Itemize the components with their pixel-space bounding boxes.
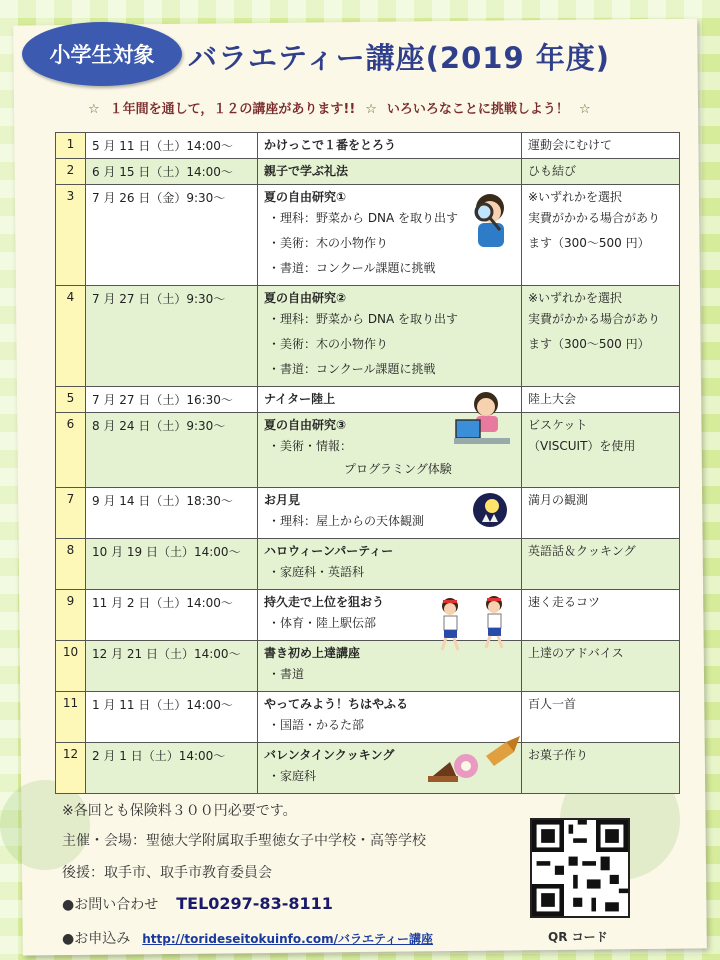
row-note: [522, 641, 680, 692]
table-row: [56, 286, 680, 387]
topic-detail: ・美術・情報：: [268, 439, 353, 453]
topic-detail: ・国語・かるた部: [268, 718, 365, 732]
topic-detail: ・書道：コンクール課題に挑戦: [268, 261, 436, 275]
row-note: [522, 692, 680, 743]
moon-illustration: [472, 492, 508, 528]
topic-detail: ・書道：コンクール課題に挑戦: [268, 362, 436, 376]
row-date: 8 月 24 日（土）9:30～: [86, 413, 258, 488]
row-number: 5: [56, 387, 86, 413]
row-note: [522, 159, 680, 185]
sweets-illustration: [424, 732, 528, 784]
note-line: ※いずれかを選択: [528, 190, 623, 204]
note-line: 満月の観測: [528, 493, 589, 507]
table-row: [56, 590, 680, 641]
topic-detail: ・体育・陸上駅伝部: [268, 616, 377, 630]
host-text: 主催・会場：聖徳大学附属取手聖徳女子中学校・高等学校: [62, 833, 426, 849]
apply-line: [62, 928, 433, 948]
row-note: [522, 413, 680, 488]
qr-label: QR コード: [548, 930, 608, 944]
tel-number[interactable]: TEL0297-83-8111: [176, 894, 333, 913]
table-row: [56, 539, 680, 590]
row-number: 8: [56, 539, 86, 590]
table-row: [56, 692, 680, 743]
row-date: 7 月 27 日（土）16:30～: [86, 387, 258, 413]
note-line: お菓子作り: [528, 748, 589, 762]
topic-detail: ・家庭科・英語科: [268, 565, 365, 579]
row-number: 12: [56, 743, 86, 794]
row-topic: [258, 133, 522, 159]
note-line: 百人一首: [528, 697, 577, 711]
star-icon: ☆: [578, 102, 591, 117]
row-note: [522, 133, 680, 159]
topic-title: 夏の自由研究①: [264, 190, 347, 204]
topic-detail: ・書道: [268, 667, 305, 681]
topic-title: 書き初め上達講座: [264, 646, 361, 660]
table-row: [56, 743, 680, 794]
row-topic: [258, 159, 522, 185]
page-title: バラエティー講座(2019 年度): [188, 41, 610, 75]
table-row: [56, 488, 680, 539]
row-note: [522, 387, 680, 413]
topic-detail: プログラミング体験: [344, 462, 452, 476]
support-text: 後援：取手市、取手市教育委員会: [62, 865, 272, 881]
topic-detail: ・理科：野菜から DNA を取り出す: [268, 312, 459, 326]
running-kids-illustration: [434, 594, 516, 654]
schedule-table: [55, 132, 680, 794]
topic-detail: ・理科：野菜から DNA を取り出す: [268, 211, 459, 225]
row-note: [522, 286, 680, 387]
note-line: ※いずれかを選択: [528, 291, 623, 305]
row-note: [522, 590, 680, 641]
subtitle-right: いろいろなことに挑戦しよう！: [386, 102, 569, 117]
row-date: 7 月 27 日（土）9:30～: [86, 286, 258, 387]
row-number: 2: [56, 159, 86, 185]
computer-kid-illustration: [452, 390, 516, 450]
table-row: [56, 185, 680, 286]
topic-detail: ・家庭科: [268, 769, 317, 783]
row-date: 5 月 11 日（土）14:00～: [86, 133, 258, 159]
topic-title: 夏の自由研究②: [264, 291, 347, 305]
topic-title: ハロウィーンパーティー: [264, 544, 394, 558]
row-topic: [258, 286, 522, 387]
subtitle: [78, 98, 668, 117]
row-date: 1 月 11 日（土）14:00～: [86, 692, 258, 743]
topic-detail: ・美術：木の小物作り: [268, 337, 389, 351]
topic-title: やってみよう！ちはやふる: [264, 697, 409, 711]
note-line: 実費がかかる場合があり: [528, 312, 661, 326]
note-line: ビスケット: [528, 418, 588, 432]
qr-code[interactable]: [530, 818, 630, 918]
row-note: [522, 743, 680, 794]
row-date: 9 月 14 日（土）18:30～: [86, 488, 258, 539]
row-date: 6 月 15 日（土）14:00～: [86, 159, 258, 185]
note-line: （VISCUIT）を使用: [528, 439, 636, 453]
note-line: 陸上大会: [528, 392, 577, 406]
topic-title: お月見: [264, 493, 301, 507]
row-date: 12 月 21 日（土）14:00～: [86, 641, 258, 692]
note-line: ます（300～500 円）: [528, 236, 650, 250]
row-number: 7: [56, 488, 86, 539]
topic-title: 持久走で上位を狙おう: [264, 595, 385, 609]
topic-title: かけっこで１番をとろう: [264, 138, 397, 152]
apply-link[interactable]: http://torideseitokuinfo.com/バラエティー講座: [142, 932, 433, 946]
row-number: 1: [56, 133, 86, 159]
row-number: 3: [56, 185, 86, 286]
note-line: 英語話＆クッキング: [528, 544, 636, 558]
table-row: [56, 387, 680, 413]
row-number: 6: [56, 413, 86, 488]
apply-label: ●お申込み: [62, 931, 131, 947]
row-topic: [258, 539, 522, 590]
topic-title: バレンタインクッキング: [264, 748, 395, 762]
note-line: 実費がかかる場合があり: [528, 211, 661, 225]
topic-detail: ・美術：木の小物作り: [268, 236, 389, 250]
table-row: [56, 133, 680, 159]
row-date: 10 月 19 日（土）14:00～: [86, 539, 258, 590]
row-number: 9: [56, 590, 86, 641]
row-note: [522, 185, 680, 286]
contact-label: ●お問い合わせ: [62, 897, 159, 913]
row-date: 7 月 26 日（金）9:30～: [86, 185, 258, 286]
row-date: 2 月 1 日（土）14:00～: [86, 743, 258, 794]
row-number: 4: [56, 286, 86, 387]
topic-title: ナイター陸上: [264, 392, 336, 406]
row-note: [522, 488, 680, 539]
star-icon: ☆: [365, 102, 377, 117]
star-icon: ☆: [88, 102, 100, 117]
note-line: 運動会にむけて: [528, 138, 613, 152]
row-date: 11 月 2 日（土）14:00～: [86, 590, 258, 641]
target-badge: 小学生対象: [22, 22, 182, 86]
insurance-note: ※各回とも保険料３００円必要です。: [62, 803, 297, 819]
note-line: 上達のアドバイス: [528, 646, 624, 660]
note-line: ひも結び: [528, 164, 577, 178]
row-number: 11: [56, 692, 86, 743]
topic-title: 親子で学ぶ礼法: [264, 164, 349, 178]
subtitle-left: １年間を通して，１２の講座があります!!: [109, 102, 356, 117]
magnifier-kid-illustration: [470, 190, 514, 250]
qr-code-pattern: [532, 820, 628, 916]
row-note: [522, 539, 680, 590]
row-number: 10: [56, 641, 86, 692]
topic-detail: ・理科：屋上からの天体観測: [268, 514, 425, 528]
contact-line: [62, 894, 333, 914]
topic-title: 夏の自由研究③: [264, 418, 347, 432]
note-line: 速く走るコツ: [528, 595, 601, 609]
table-row: [56, 641, 680, 692]
table-row: [56, 413, 680, 488]
note-line: ます（300～500 円）: [528, 337, 650, 351]
table-row: [56, 159, 680, 185]
